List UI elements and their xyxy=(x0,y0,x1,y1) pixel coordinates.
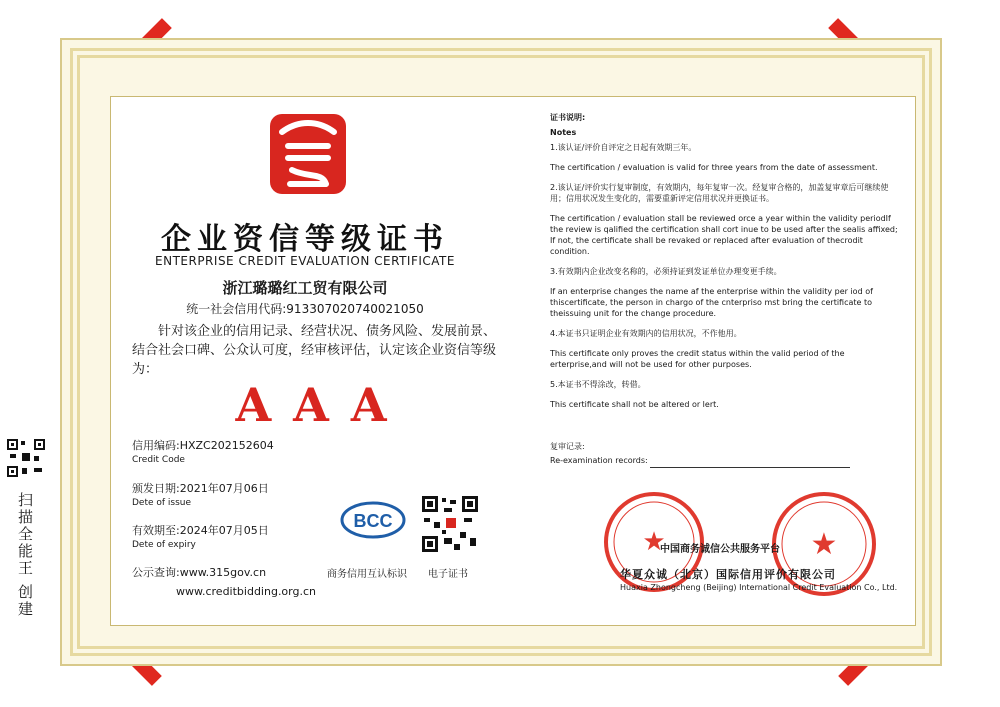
svg-text:★: ★ xyxy=(810,527,838,562)
expiry-date-value: 有效期至:2024年07月05日 xyxy=(132,524,269,537)
credit-logo-icon xyxy=(268,112,348,196)
public-query-url-1[interactable]: 公示查询:www.315gov.cn xyxy=(132,566,267,579)
note-4-en: This certificate only proves the credit status within the valid period of the erterprise,and will not be used for other purposes. xyxy=(550,349,845,369)
issuer-platform: 中国商务诚信公共服务平台 xyxy=(660,544,780,555)
note-4-cn: 4.本证书只证明企业有效期内的信用状况，不作他用。 xyxy=(550,329,742,338)
public-query-url-2[interactable]: www.creditbidding.org.cn xyxy=(176,585,316,598)
credit-grade: AAA xyxy=(235,378,409,432)
company-name: 浙江璐璐红工贸有限公司 xyxy=(222,279,388,297)
credit-code-label-en: Credit Code xyxy=(132,455,185,465)
scanner-watermark: 扫描全能王 创建 xyxy=(16,492,34,618)
scanner-qr-icon[interactable] xyxy=(6,438,46,478)
bcc-logo-icon xyxy=(340,500,406,540)
notes-heading-en: Notes xyxy=(550,128,577,137)
public-query xyxy=(132,563,316,601)
bcc-logo-text: BCC xyxy=(353,511,393,531)
note-5-cn: 5.本证书不得涂改，转借。 xyxy=(550,380,646,389)
note-1-cn: 1.该认证/评价自评定之日起有效期三年。 xyxy=(550,143,697,152)
issuer-name-en: Huaxia Zhongcheng (Beijing) International Credit Evaluation Co., Ltd. xyxy=(620,583,898,592)
note-2-en: The certification / evaluation stall be reviewed orce a year within the validity periodIf the review is qalified the certification shall cort inue to be used after the sealis affixed; If not, the certificate shall be revaked or replaced after evaluation of thecrodit condition. xyxy=(550,214,898,256)
bcc-label: 商务信用互认标识 xyxy=(327,569,407,580)
certificate-title-en: ENTERPRISE CREDIT EVALUATION CERTIFICATE xyxy=(155,254,455,268)
expiry-date-label-en: Dete of expiry xyxy=(132,540,196,550)
note-1-en: The certification / evaluation is valid for three years from the date of assessment. xyxy=(550,163,878,172)
credit-code-field xyxy=(132,437,274,465)
certificate-title: 企业资信等级证书 xyxy=(161,222,449,257)
issuer-name: 华夏众诚（北京）国际信用评价有限公司 xyxy=(620,568,836,581)
expiry-date-field xyxy=(132,522,269,550)
evaluation-description: 针对该企业的信用记录、经营状况、债务风险、发展前景、结合社会口碑、公众认可度，经审核评估，认定该企业资信等级为： xyxy=(132,324,497,377)
social-credit-code: 统一社会信用代码:913307020740021050 xyxy=(186,302,424,316)
note-3-en: If an enterprise changes the name af the enterprise within the validity per iod of thiscertificate, the person in chargo of the cnterpriso mst bring the certificate to theissuing unit for the change procedure. xyxy=(550,287,873,318)
recheck-label-en: Re-examination records: xyxy=(550,456,648,465)
re-examination-records xyxy=(550,440,850,468)
note-2-cn: 2.该认证/评价实行复审制度，有效期内，每年复审一次。经复审合格的，加盖复审章后可继续使用；信用状况发生变化的，需要重新评定信用状况并更换证书。 xyxy=(550,183,889,203)
svg-text:★: ★ xyxy=(642,527,666,557)
note-5-en: This certificate shall not be altered or lert. xyxy=(550,400,719,409)
recheck-line xyxy=(650,467,850,468)
certificate-notes xyxy=(550,112,900,419)
issue-date-value: 颁发日期:2021年07月06日 xyxy=(132,482,269,495)
note-3-cn: 3.有效期内企业改变名称的，必须持证到发证单位办理变更手续。 xyxy=(550,267,782,276)
recheck-label-cn: 复审记录: xyxy=(550,442,585,451)
issue-date-field xyxy=(132,480,269,508)
e-certificate-label: 电子证书 xyxy=(428,569,468,580)
e-certificate-qr-icon[interactable] xyxy=(420,494,480,554)
notes-heading-cn: 证书说明: xyxy=(550,113,586,122)
issue-date-label-en: Dete of issue xyxy=(132,498,192,508)
credit-code-value: 信用编码:HXZC202152604 xyxy=(132,439,274,452)
